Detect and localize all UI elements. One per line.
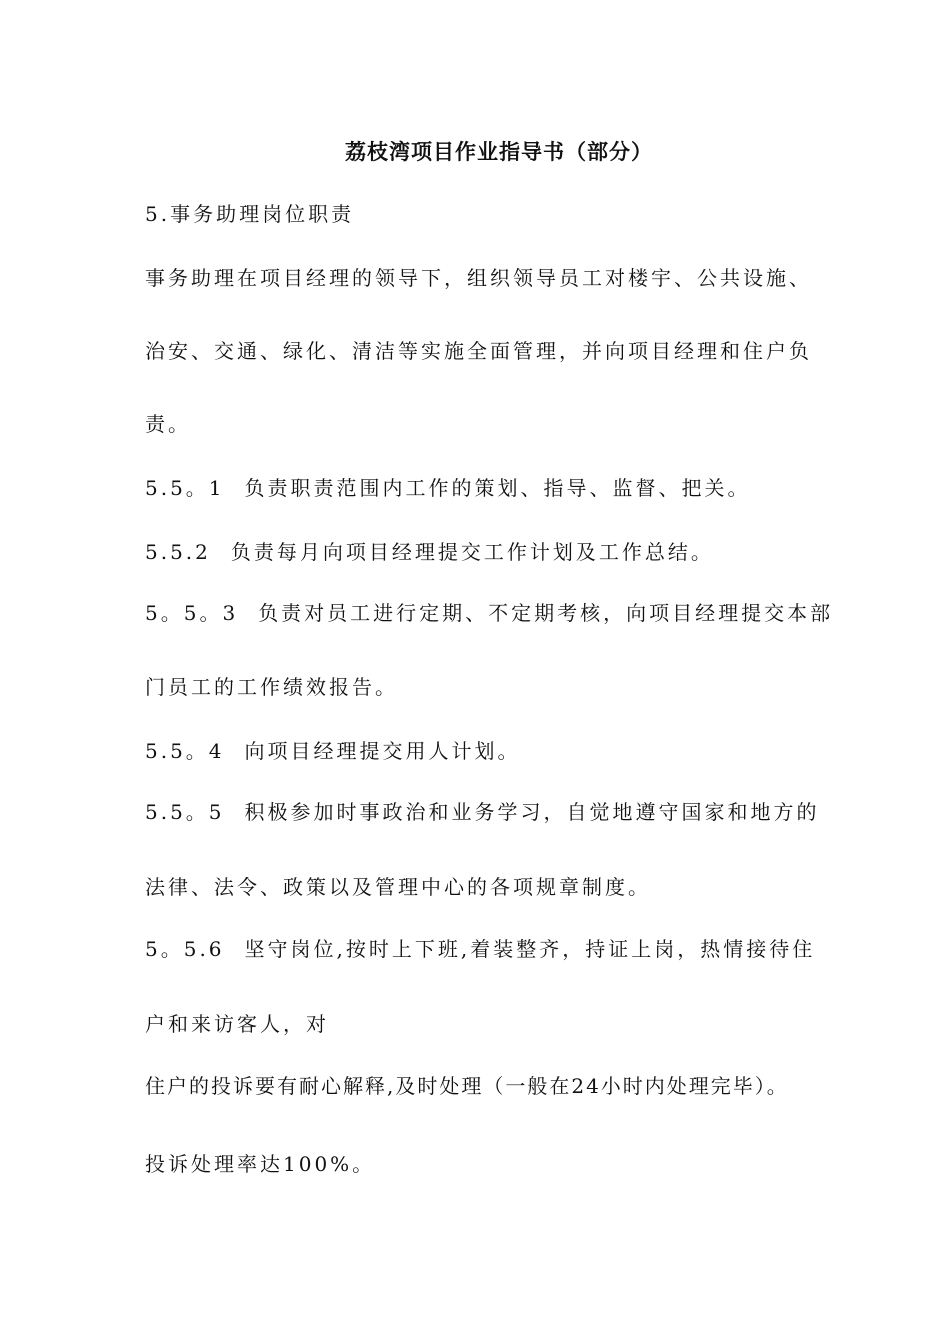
item-text: 坚守岗位,按时上下班,着装整齐，持证上岗，热情接待住: [244, 937, 816, 961]
item-text: 负责职责范围内工作的策划、指导、监督、把关。: [244, 476, 751, 500]
item-number: 5.5.2: [145, 540, 211, 564]
item-5-5-4: [145, 737, 521, 765]
item-5-5-6-continuation-3: 投诉处理率达100%。: [145, 1152, 376, 1176]
item-text: 负责对员工进行定期、不定期考核，向项目经理提交本部: [258, 601, 834, 625]
intro-line-1: 事务助理在项目经理的领导下，组织领导员工对楼宇、公共设施、: [145, 266, 812, 290]
item-number: 5.5。5: [145, 800, 225, 824]
section-heading: 5.事务助理岗位职责: [145, 202, 355, 226]
item-5-5-3-continuation: 门员工的工作绩效报告。: [145, 675, 398, 699]
item-5-5-2: [145, 538, 714, 566]
item-5-5-6-continuation-2: 住户的投诉要有耐心解释,及时处理（一般在24小时内处理完毕）。: [145, 1074, 789, 1098]
item-text: 积极参加时事政治和业务学习，自觉地遵守国家和地方的: [244, 800, 820, 824]
item-5-5-6: [145, 935, 815, 963]
intro-line-2: 治安、交通、绿化、清洁等实施全面管理，并向项目经理和住户负: [145, 339, 812, 363]
item-number: 5.5。1: [145, 476, 225, 500]
item-5-5-6-continuation-1: 户和来访客人，对: [145, 1012, 329, 1036]
item-5-5-5: [145, 798, 820, 826]
item-number: 5.5。4: [145, 739, 225, 763]
document-title: 荔枝湾项目作业指导书（部分）: [345, 140, 653, 164]
item-5-5-1: [145, 474, 751, 502]
intro-line-3: 责。: [145, 412, 191, 436]
item-5-5-3: [145, 599, 833, 627]
item-5-5-5-continuation: 法律、法令、政策以及管理中心的各项规章制度。: [145, 875, 651, 899]
item-number: 5。5.6: [145, 937, 225, 961]
item-text: 向项目经理提交用人计划。: [244, 739, 521, 763]
item-text: 负责每月向项目经理提交工作计划及工作总结。: [230, 540, 714, 564]
item-number: 5。5。3: [145, 601, 239, 625]
